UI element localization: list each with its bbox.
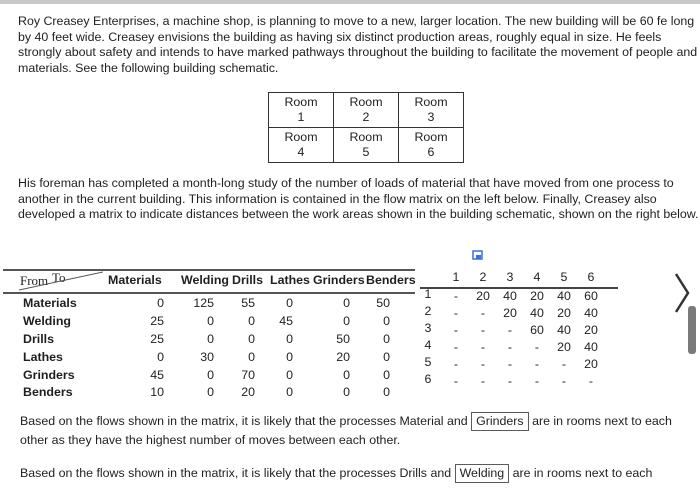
distance-cell: 60 xyxy=(584,289,598,303)
distance-matrix xyxy=(418,266,618,396)
distance-cell: - xyxy=(453,306,459,320)
distance-cell: - xyxy=(507,374,513,388)
flow-cell: 0 xyxy=(207,368,214,382)
flow-cell: 45 xyxy=(279,314,293,328)
distance-cell: 40 xyxy=(503,289,517,303)
flow-cell: 50 xyxy=(336,332,350,346)
intro-paragraph: Roy Creasey Enterprises, a machine shop, is planning to move to a new, larger location. The new building will be 60 fe long by 40 feet wide. Creasey envisions the building as having six distinct production areas, roughly equal in size. He feels strongly about safety and intends to have marked pathways throughout the building to facilitate the movement of people and materials. See the following building schematic. xyxy=(18,14,698,75)
distance-cell: 40 xyxy=(530,306,544,320)
flow-cell: 0 xyxy=(286,368,293,382)
distance-cell: - xyxy=(561,374,567,388)
answer-1-line2: other as they have the highest number of moves between each other. xyxy=(20,433,401,447)
from-label: From xyxy=(20,273,49,288)
distance-cell: - xyxy=(480,357,486,371)
answer-1 xyxy=(20,412,700,449)
answer-2 xyxy=(20,464,700,483)
flow-cell: 0 xyxy=(383,314,390,328)
distance-cell: 20 xyxy=(584,357,598,371)
distance-row-header: 5 xyxy=(424,355,432,369)
flow-cell: 0 xyxy=(286,350,293,364)
diagonal-divider xyxy=(19,271,103,291)
flow-row-label: Materials xyxy=(23,296,77,310)
flow-cell: 0 xyxy=(207,332,214,346)
distance-cell: 20 xyxy=(557,306,571,320)
distance-cell: - xyxy=(507,340,513,354)
distance-cell: - xyxy=(480,340,486,354)
flow-cell: 0 xyxy=(286,296,293,310)
flow-cell: 25 xyxy=(150,332,164,346)
distance-cell: 40 xyxy=(557,289,571,303)
flow-cell: 45 xyxy=(150,368,164,382)
distance-row-header: 2 xyxy=(424,304,432,318)
distance-cell: 20 xyxy=(476,289,490,303)
distance-cell: 40 xyxy=(584,340,598,354)
to-label: To xyxy=(52,270,66,285)
distance-cell: - xyxy=(453,374,459,388)
flow-cell: 0 xyxy=(207,314,214,328)
distance-cell: - xyxy=(480,374,486,388)
distance-cell: - xyxy=(480,323,486,337)
distance-col-header: 5 xyxy=(560,270,568,284)
distance-row-header: 6 xyxy=(424,372,432,386)
flow-cell: 70 xyxy=(241,368,255,382)
col-header-benders: Benders xyxy=(366,273,416,287)
flow-cell: 0 xyxy=(157,350,164,364)
distance-cell: 20 xyxy=(530,289,544,303)
flow-cell: 20 xyxy=(241,385,255,399)
distance-row-header: 3 xyxy=(424,321,432,335)
distance-cell: - xyxy=(480,306,486,320)
flow-row-label: Welding xyxy=(23,314,71,328)
flow-cell: 20 xyxy=(336,350,350,364)
distance-cell: - xyxy=(507,357,513,371)
col-header-materials: Materials xyxy=(108,273,162,287)
room-2: Room 2 xyxy=(334,93,399,128)
distance-cell: - xyxy=(534,357,540,371)
flow-cell: 0 xyxy=(383,385,390,399)
col-header-lathes: Lathes xyxy=(270,273,310,287)
flow-cell: 55 xyxy=(241,296,255,310)
answer-1-text: Based on the flows shown in the matrix, it is likely that the processes Material and xyxy=(20,414,468,428)
flow-row-label: Lathes xyxy=(23,350,63,364)
distance-cell: - xyxy=(453,323,459,337)
flow-cell: 0 xyxy=(286,385,293,399)
col-header-welding: Welding xyxy=(181,273,229,287)
copy-icon[interactable] xyxy=(472,249,484,261)
distance-col-header: 3 xyxy=(506,270,514,284)
flow-cell: 125 xyxy=(193,296,214,310)
distance-cell: - xyxy=(561,357,567,371)
answer-2-text: Based on the flows shown in the matrix, it is likely that the processes Drills and xyxy=(20,466,452,480)
flow-cell: 0 xyxy=(343,296,350,310)
flow-cell: 0 xyxy=(207,385,214,399)
flow-cell: 30 xyxy=(200,350,214,364)
distance-row-header: 4 xyxy=(424,338,432,352)
flow-cell: 0 xyxy=(248,332,255,346)
distance-col-header: 1 xyxy=(452,270,460,284)
room-3: Room 3 xyxy=(399,93,464,128)
distance-cell: 60 xyxy=(530,323,544,337)
distance-cell: - xyxy=(588,374,594,388)
flow-cell: 0 xyxy=(383,332,390,346)
col-header-grinders: Grinders xyxy=(313,273,365,287)
foreman-paragraph: His foreman has completed a month-long study of the number of loads of material that have moved from one process to another in the current building. This information is contained in the flow matrix on the left below. Finally, Creasey also developed a matrix to indicate distances between the work areas shown in the building schematic, shown on the right below. xyxy=(18,176,699,221)
room-6: Room 6 xyxy=(399,128,464,163)
distance-cell: - xyxy=(534,374,540,388)
flow-cell: 0 xyxy=(286,332,293,346)
flow-row-label: Benders xyxy=(23,385,73,399)
flow-row-label: Drills xyxy=(23,332,54,346)
distance-cell: 40 xyxy=(584,306,598,320)
answer-1-after: are in rooms next to each xyxy=(532,414,672,428)
distance-cell: - xyxy=(453,340,459,354)
distance-cell: 20 xyxy=(584,323,598,337)
building-schematic xyxy=(268,92,464,163)
room-4: Room 4 xyxy=(269,128,334,163)
distance-col-header: 2 xyxy=(479,270,487,284)
distance-cell: 20 xyxy=(557,340,571,354)
flow-cell: 0 xyxy=(248,350,255,364)
distance-cell: 20 xyxy=(503,306,517,320)
answer-1-dropdown[interactable]: Grinders xyxy=(471,412,529,431)
distance-cell: 40 xyxy=(557,323,571,337)
distance-cell: - xyxy=(453,357,459,371)
distance-cell: - xyxy=(507,323,513,337)
flow-cell: 0 xyxy=(343,385,350,399)
distance-cell: - xyxy=(453,289,459,303)
flow-cell: 0 xyxy=(157,296,164,310)
flow-cell: 0 xyxy=(343,314,350,328)
flow-cell: 0 xyxy=(343,368,350,382)
room-1: Room 1 xyxy=(269,93,334,128)
distance-col-header: 4 xyxy=(533,270,541,284)
flow-cell: 0 xyxy=(383,368,390,382)
answer-2-after: are in rooms next to each xyxy=(512,466,653,480)
flow-cell: 25 xyxy=(150,314,164,328)
flow-cell: 0 xyxy=(248,314,255,328)
room-5: Room 5 xyxy=(334,128,399,163)
distance-row-header: 1 xyxy=(424,287,432,301)
flow-cell: 0 xyxy=(383,350,390,364)
flow-row-label: Grinders xyxy=(23,368,75,382)
flow-cell: 50 xyxy=(376,296,390,310)
distance-cell: - xyxy=(534,340,540,354)
answer-2-dropdown[interactable]: Welding xyxy=(455,464,510,483)
scrollbar-thumb[interactable] xyxy=(688,306,696,354)
flow-cell: 10 xyxy=(150,385,164,399)
top-bar xyxy=(0,0,700,4)
col-header-drills: Drills xyxy=(232,273,263,287)
distance-col-header: 6 xyxy=(587,270,595,284)
